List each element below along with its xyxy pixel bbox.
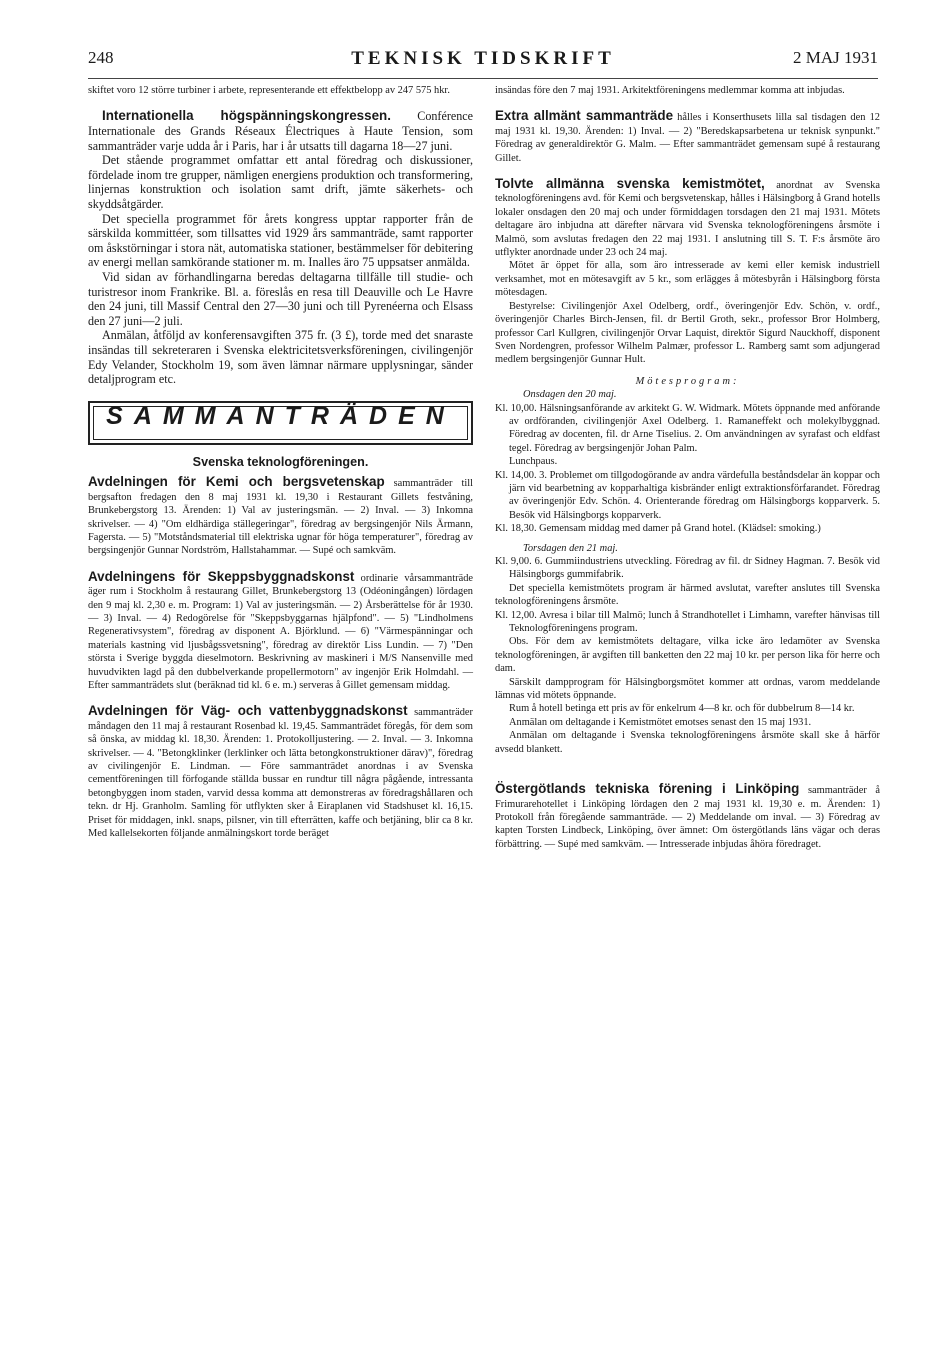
congress-p2: Det stående programmet omfattar ett antal föredrag och diskussioner, fördelade inom tre grupper, nämligen energiens produktion och transformering, linjernas konstruktion och isolation samt drift, jämte säkerhets- och skyddsåtgärder. [88, 153, 473, 211]
kemist-p3: Bestyrelse: Civilingenjör Axel Odelberg, ordf., överingenjör Edv. Schön, v. ordf., överingenjör Charles Birch-Jensen, fil. dr Bertil Groth, sekr., professor Bror Holmberg, professor Carl Kullgren, civilingenjör Orvar Laquist, direktör Sigurd Nauckhoff, disponent Sven Nordengren, professor Wilhelm Palmær, professor L. Ramberg samt som adjungerad medlem bergsingenjör Gunnar Hult. [495, 300, 880, 366]
section-banner [88, 401, 473, 445]
program-item: Kl. 9,00. 6. Gummiindustriens utveckling. Föredrag av fil. dr Sidney Hagman. 7. Besök vid Hälsingborgs gummifabrik. [495, 556, 880, 581]
kemi-notice: Avdelningen för Kemi och bergsvetenskap sammanträder till bergsafton fredagen den 8 maj 1931 kl. 19,30 i Restaurant Gillets festvåning, Brunkebergstorg 13. Ärenden: 1) Val av justeringsmän. — 2) Inval. — 3) Inkomna skrivelser. — 4) "Om eldhärdiga ställegeringar", föredrag av bergsingenjör Nils Ärmann, Fagersta. — 5) "Motståndsmaterial till elektriska ugnar för höga temperaturer", föredrag av bergsingenjör Gunnar Nordström, Hallstahammar. — Supé och samkväm. [88, 474, 473, 557]
skepp-notice: Avdelningens för Skeppsbyggnadskonst ordinarie vårsammanträde äger rum i Stockholm å restaurang Gillet, Brunkebergstorg 13 (Odéoningången) lördagen den 9 maj kl. 2,30 e. m. Program: 1) Val av justeringsmän. — 2) Årsberättelse för år 1930. — 3) Inval. — 4) Redogörelse för "Skeppsbyggarnas hjälpfond". — 5) "Lindholmens Regenerativsystem", föredrag av disponent A. Björklund. — 6) "Värmespänningar och materials kastning vid ljusbågssvetsning", föredrag av direktör Liss Lundin. — 7) "Den största i Sverige byggda dieselmotorn. Beskrivning av maskineri i M/S Nansenville med huvudvikten lagd på den dubbelverkande propellermotorn" av ingenjör Erik Holmdahl. — Efter sammanträdets slut (beräknad tid kl. 6 e. m.) serveras å Gillet gemensam middag. [88, 568, 473, 691]
program-item: Kl. 12,00. Avresa i bilar till Malmö; lunch å Strandhotellet i Limhamn, varefter hänvisas till Teknologföreningens program. [495, 609, 880, 635]
issue-date: 2 MAJ 1931 [792, 48, 878, 67]
intro-text: skiftet voro 12 större turbiner i arbete, representerande ett effektbelopp av 247 575 hkr. [88, 85, 450, 96]
congress-heading: Internationella högspänningskongressen. [102, 108, 391, 124]
kemist-notice: Tolvte allmänna svenska kemistmötet, anordnat av Svenska teknologföreningens avd. för Kemi och bergsvetenskap, hålles i Hälsingborg å Grand hotells lokaler onsdagen den 20 maj och under förmiddagen torsdagen den 21 maj 1931. Mötets deltagare äro inbjudna att därefter närvara vid Svenska teknologföreningens årsmöte i Malmö, som avslutas fredagen den 22 maj 1931. I anslutning till S. T. F:s årsmöte äro utflykter anordnade under 23 och 24 maj. [495, 176, 880, 259]
kemist-heading: Tolvte allmänna svenska kemistmötet, [495, 176, 765, 192]
program-item: Lunchpaus. [509, 456, 558, 468]
kemi-heading: Avdelningen för Kemi och bergsvetenskap [88, 474, 385, 490]
extra-notice: Extra allmänt sammanträde hålles i Konserthusets lilla sal tisdagen den 12 maj 1931 kl. 19,30. Ärenden: 1) Inval. — 2) "Beredskapsarbetena ur teknisk synpunkt." Föredrag av generaldirektör G. Malm. — Efter sammanträdet gemensam supé å restaurang Gillet. [495, 108, 880, 164]
congress-paragraph: Internationella högspänningskongressen. Conférence Internationale des Grands Réseaux Électriques à Haute Tension, som sammanträder varje udda år i Paris, har i år utsatts till dagarna 18—27 juni. [88, 108, 473, 153]
extra-heading: Extra allmänt sammanträde [495, 108, 674, 124]
anmalan-note-1: Anmälan om deltagande i Kemistmötet emotses senast den 15 maj 1931. [509, 716, 812, 728]
society-title: Svenska teknologföreningen. [192, 454, 369, 469]
congress-p5: Anmälan, åtföljd av konferensavgiften 375 fr. (3 £), torde med det snaraste insändas till sekreteraren i Svenska elektricitetsverksföreningen, civilingenjör Edy Velander, Stockholm 19, som även lämnar närmare upplysningar, sänder detaljprogram etc. [88, 328, 473, 387]
damp-note: Särskilt dampprogram för Hälsingborgsmötet kommer att ordnas, varom meddelande lämnas vid mötets öppnande. [495, 676, 880, 702]
page-number: 248 [88, 48, 114, 67]
rum-note: Rum å hotell betinga ett pris av för enkelrum 4—8 kr. och för dubbelrum 8—14 kr. [509, 703, 855, 715]
right-column [495, 84, 880, 851]
program-item: Kl. 10,00. Hälsningsanförande av arkitekt G. W. Widmark. Mötets öppnande med anförande av ordföranden, civilingenjör Axel Odelberg. 1. Ramaneffekt och molekylbyggnad. Föredrag av docenten, fil. dr Arne Tiselius. 2. Om användningen av syrafast och eldfast tegel. Föredrag av bergsingenjör Johan Palm. [495, 402, 880, 454]
header-rule [88, 78, 878, 79]
left-column [88, 84, 473, 840]
kemist-p2: Mötet är öppet för alla, som äro intresserade av kemi eller kemisk industriell verksamhet, mot en mötesavgift av 5 kr., som erlägges å mötesbyrån i Hälsingborg första mötesdagen. [495, 260, 880, 299]
skepp-heading: Avdelningens för Skeppsbyggnadskonst [88, 568, 355, 584]
congress-p4: Vid sidan av förhandlingarna beredas deltagarna tillfälle till studie- och turistresor inom Frankrike. Bl. a. föreslås en resa till Deauville och Le Havre den 24 juni, till Massif Central den 27—30 juni och till Pyrenéerna och Elsass den 27 juni—2 juli. [88, 269, 473, 328]
journal-title: TEKNISK TIDSKRIFT [351, 48, 615, 69]
program-item: Det speciella kemistmötets program är härmed avslutat, varefter anslutes till Svenska teknologföreningens årsmöte. [495, 582, 880, 608]
ost-notice: Östergötlands tekniska förening i Linköping sammanträder å Frimurarehotellet i Linköping lördagen den 2 maj 1931 kl. 19,30 e. m. Ärenden: 1) Protokoll från föregående sammanträde. — 2) Meddelande om inval. — 3) Föredrag av kapten Torsten Lindbeck, Linköping, över ämnet: Om östergötlands läns vägar och deras förbättring. — Supé med samkväm. — Intresserade inbjudas åhöra föredraget. [495, 781, 880, 850]
program-day-1: Onsdagen den 20 maj. [523, 389, 617, 401]
program-title: Mötesprogram: [635, 375, 740, 387]
congress-p3: Det speciella programmet för årets kongress upptar rapporter från de särskilda kommittéer, som tillsattes vid 1929 års sammanträde, samt rapporter om åskstörningar i stora nät, automatiska stationer, bestämmelser för debitering av energi mellan samkörande stationer m. m. Inalles äro 75 uppsatser anmälda. [88, 211, 473, 270]
obs-note: Obs. För dem av kemistmötets deltagare, vilka icke äro ledamöter av Svenska teknologföreningen, är avgiften till banketten den 22 maj 10 kr. per person lika för herre och dam. [495, 636, 880, 675]
ost-heading: Östergötlands tekniska förening i Linköping [495, 781, 800, 797]
page-header [88, 48, 878, 74]
vag-notice: Avdelningen för Väg- och vattenbyggnadskonst sammanträder måndagen den 11 maj å restaurant Rosenbad kl. 19,45. Sammanträdet föregås, för dem som så önska, av middag kl. 18,30. Ärenden: 1. Protokolljustering. — 2. Inval. — 3. Inkomna skrivelser. — 4. "Betongklinker (lerklinker och lätta betongkonstruktioner därav)", föredrag av civilingenjör E. Lindman. — Före sammanträdet anordnas i av Svenska cementföreningen till förfogande ställda bussar en rundtur till några pågående, intressanta betongbyggen inom staden, varvid dessa komma att demonstreras av föredragshållaren och tekn. dr Hj. Granholm. Samling för utflykten sker å Eiraplanen vid Stadshuset kl. 16,15. Priset för middagen, inkl. snaps, pilsner, vin till efterrätten, kaffe och betjäning, blir ca 8 kr. Med kallelsekorten följande anmälningskort torde beräget [88, 703, 473, 840]
program-day-2: Torsdagen den 21 maj. [523, 542, 618, 554]
banner-title: SAMMANTRÄDEN [106, 401, 455, 430]
program-item: Kl. 18,30. Gemensam middag med damer på Grand hotel. (Klädsel: smoking.) [495, 523, 821, 535]
right-intro: insändas före den 7 maj 1931. Arkitektföreningens medlemmar komma att inbjudas. [495, 85, 845, 96]
program-item: Kl. 14,00. 3. Problemet om tillgodogörande av andra värdefulla beståndsdelar än koppar och järn vid bearbetning av kopparhaltiga kisbränder enligt extraktionsförfarandet. Föredrag av överingenjör Edv. Schön. 4. Orienterande föredrag om Hälsingborgs kopparverk. 5. Besök vid Hälsingborgs kopparverk. [495, 469, 880, 521]
vag-heading: Avdelningen för Väg- och vattenbyggnadskonst [88, 703, 408, 719]
anmalan-note-2: Anmälan om deltagande i Svenska teknologföreningens årsmöte skall ske å härför avsedd blankett. [495, 730, 880, 755]
